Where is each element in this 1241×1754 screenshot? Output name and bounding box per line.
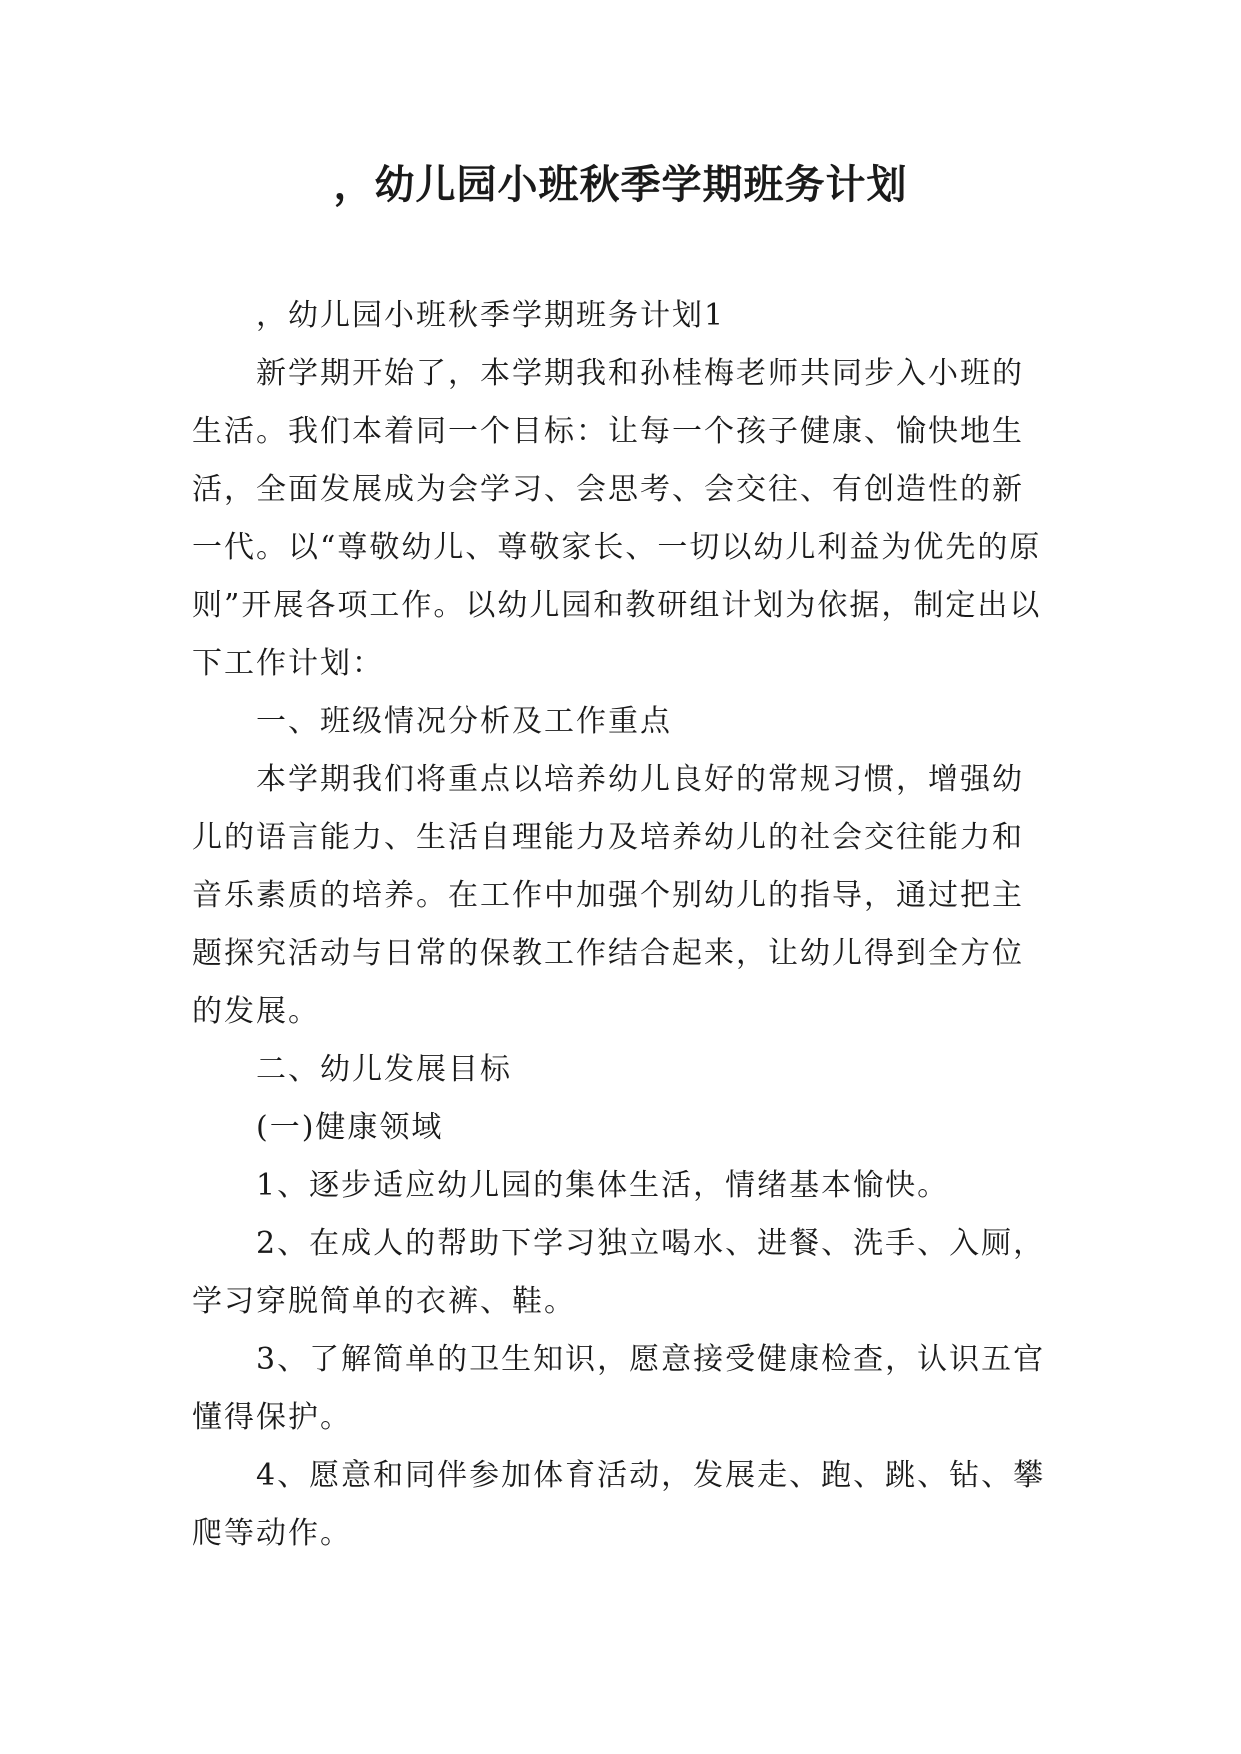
list-item: 4、愿意和同伴参加体育活动，发展走、跑、跳、钻、攀爬等动作。 bbox=[192, 1458, 1046, 1551]
class-analysis-paragraph: 本学期我们将重点以培养幼儿良好的常规习惯，增强幼儿的语言能力、生活自理能力及培养幼儿的社会交往能力和音乐素质的培养。在工作中加强个别幼儿的指导，通过把主题探究活动与日常的保教工作结合起来，让幼儿得到全方位的发展。 bbox=[192, 762, 1024, 1029]
document-body bbox=[192, 287, 1052, 1563]
section-heading-class-analysis: 一、班级情况分析及工作重点 bbox=[256, 704, 672, 739]
section-heading-plan-1: ，幼儿园小班秋季学期班务计划1 bbox=[256, 298, 726, 333]
list-item: 2、在成人的帮助下学习独立喝水、进餐、洗手、入厕，学习穿脱简单的衣裤、鞋。 bbox=[192, 1226, 1046, 1319]
subsection-heading-health: (一)健康领域 bbox=[256, 1110, 444, 1145]
section-heading-development-goals: 二、幼儿发展目标 bbox=[256, 1052, 512, 1087]
list-item: 1、逐步适应幼儿园的集体生活，情绪基本愉快。 bbox=[256, 1168, 950, 1203]
list-item: 3、了解简单的卫生知识，愿意接受健康检查，认识五官懂得保护。 bbox=[192, 1342, 1046, 1435]
intro-paragraph: 新学期开始了，本学期我和孙桂梅老师共同步入小班的生活。我们本着同一个目标：让每一个孩子健康、愉快地生活，全面发展成为会学习、会思考、会交往、有创造性的新一代。以“尊敬幼儿、尊敬家长、一切以幼儿利益为优先的原则”开展各项工作。以幼儿园和教研组计划为依据，制定出以下工作计划： bbox=[192, 356, 1042, 681]
document-title: ，幼儿园小班秋季学期班务计划 bbox=[333, 162, 908, 208]
